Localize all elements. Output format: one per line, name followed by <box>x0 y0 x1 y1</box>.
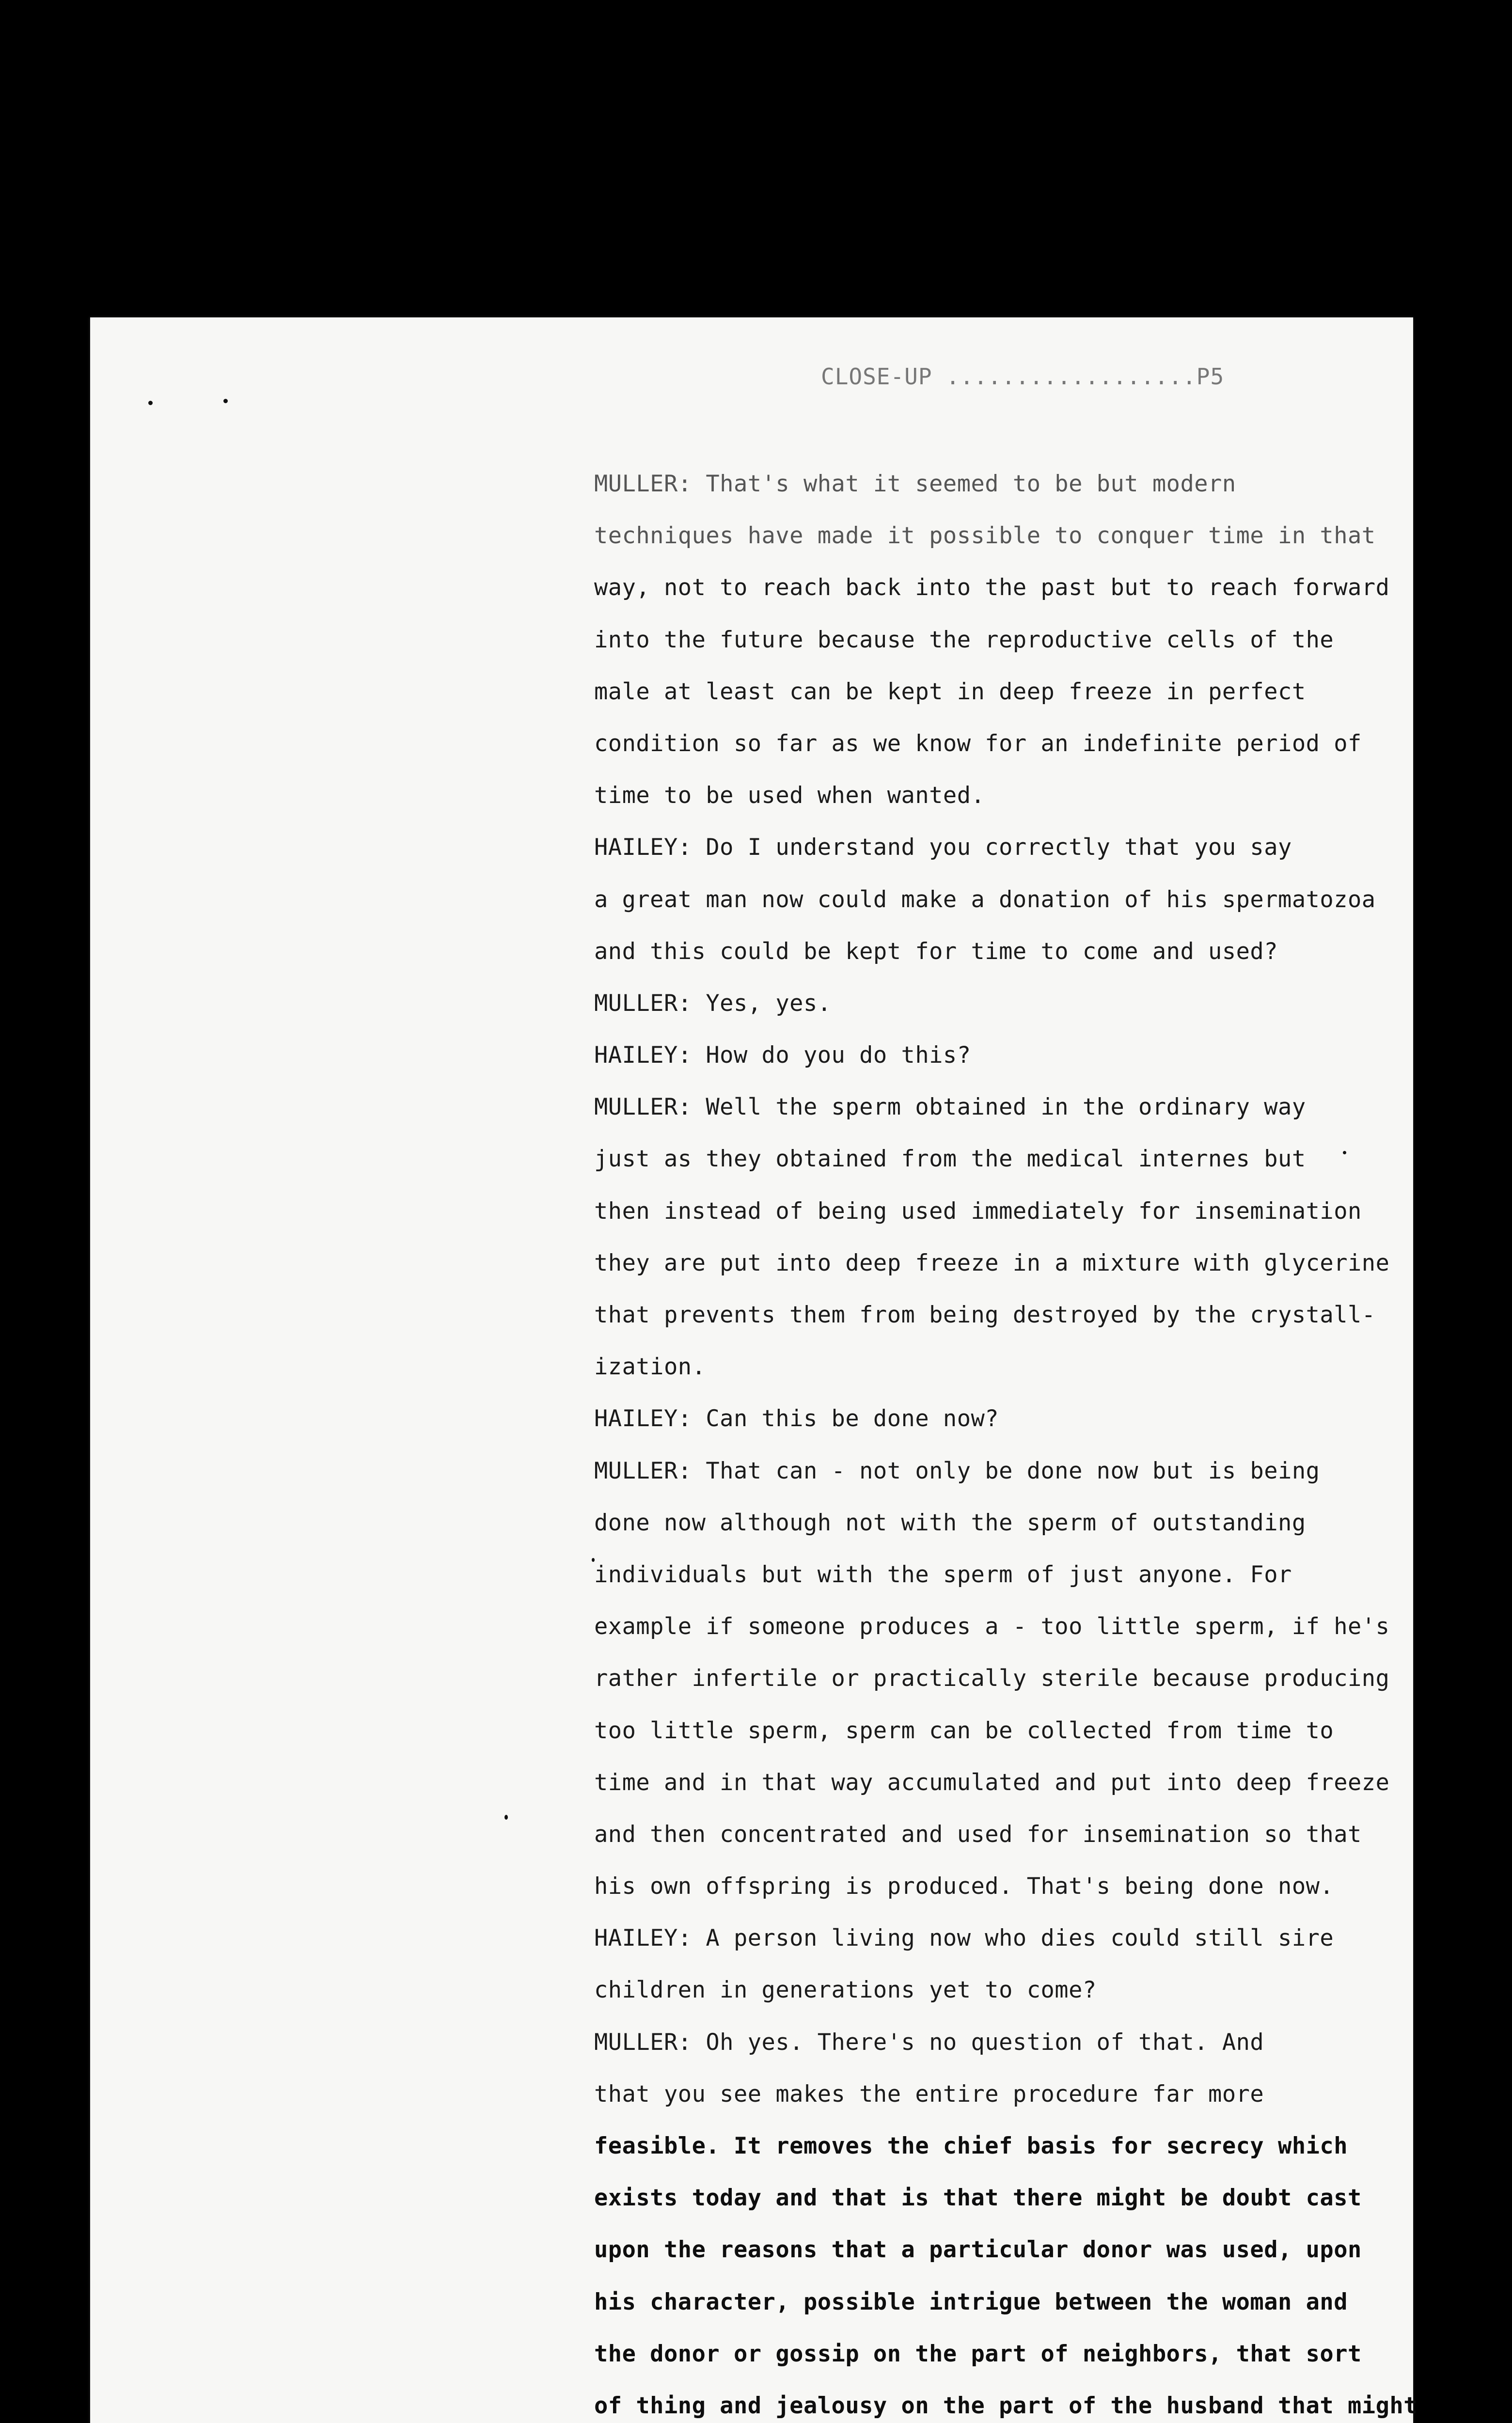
transcript-line: that you see makes the entire procedure far more <box>594 2080 1264 2108</box>
dust-speck <box>504 1815 508 1820</box>
dust-speck <box>148 401 153 405</box>
transcript-line: and then concentrated and used for insemination so that <box>594 1821 1362 1848</box>
transcript-line: children in generations yet to come? <box>594 1977 1097 2004</box>
transcript-line: HAILEY: A person living now who dies could still sire <box>594 1925 1334 1952</box>
transcript-line: a great man now could make a donation of his spermatozoa <box>594 886 1376 913</box>
transcript-line: condition so far as we know for an indefinite period of <box>594 730 1362 757</box>
transcript-line: that prevents them from being destroyed by the crystall- <box>594 1302 1376 1328</box>
transcript-line: male at least can be kept in deep freeze in perfect <box>594 678 1306 705</box>
transcript-line: MULLER: Well the sperm obtained in the ordinary way <box>594 1094 1306 1121</box>
dust-speck <box>223 399 228 403</box>
page-header: CLOSE-UP ..................P5 <box>821 363 1225 390</box>
transcript-line: upon the reasons that a particular donor was used, upon <box>594 2236 1362 2264</box>
transcript-line: they are put into deep freeze in a mixture with glycerine <box>594 1249 1390 1276</box>
transcript-line: time and in that way accumulated and put into deep freeze <box>594 1769 1390 1796</box>
transcript-line: MULLER: Oh yes. There's no question of that. And <box>594 2029 1264 2056</box>
transcript-line: and this could be kept for time to come and used? <box>594 938 1278 965</box>
transcript-line: feasible. It removes the chief basis for secrecy which <box>594 2133 1348 2159</box>
transcript-line: HAILEY: Can this be done now? <box>594 1405 999 1432</box>
document-page <box>90 317 1418 2423</box>
transcript-line: MULLER: Yes, yes. <box>594 990 832 1017</box>
transcript-line: done now although not with the sperm of outstanding <box>594 1509 1306 1536</box>
transcript-line: the donor or gossip on the part of neighbors, that sort <box>594 2340 1362 2367</box>
transcript-line: example if someone produces a - too little sperm, if he's <box>594 1613 1390 1640</box>
transcript-line: ization. <box>594 1353 706 1381</box>
transcript-line: MULLER: That's what it seemed to be but modern <box>594 471 1236 497</box>
transcript-line: individuals but with the sperm of just anyone. For <box>594 1561 1292 1588</box>
transcript-line: way, not to reach back into the past but to reach forward <box>594 574 1390 601</box>
transcript-line: his own offspring is produced. That's being done now. <box>594 1873 1334 1900</box>
transcript-line: then instead of being used immediately for insemination <box>594 1197 1362 1225</box>
transcript-line: of thing and jealousy on the part of the husband that might <box>594 2392 1418 2419</box>
transcript-line: techniques have made it possible to conquer time in that <box>594 522 1376 550</box>
transcript-body <box>594 458 1418 2423</box>
transcript-line: into the future because the reproductive cells of the <box>594 626 1334 653</box>
transcript-line: his character, possible intrigue between the woman and <box>594 2288 1348 2315</box>
transcript-line: MULLER: That can - not only be done now but is being <box>594 1457 1320 1484</box>
transcript-line: HAILEY: Do I understand you correctly that you say <box>594 834 1292 861</box>
transcript-line: HAILEY: How do you do this? <box>594 1042 971 1069</box>
transcript-line: exists today and that is that there might be doubt cast <box>594 2185 1362 2212</box>
transcript-line: time to be used when wanted. <box>594 782 985 809</box>
transcript-line: too little sperm, sperm can be collected from time to <box>594 1717 1334 1744</box>
transcript-line: just as they obtained from the medical internes but <box>594 1146 1306 1173</box>
transcript-line: rather infertile or practically sterile because producing <box>594 1665 1390 1692</box>
